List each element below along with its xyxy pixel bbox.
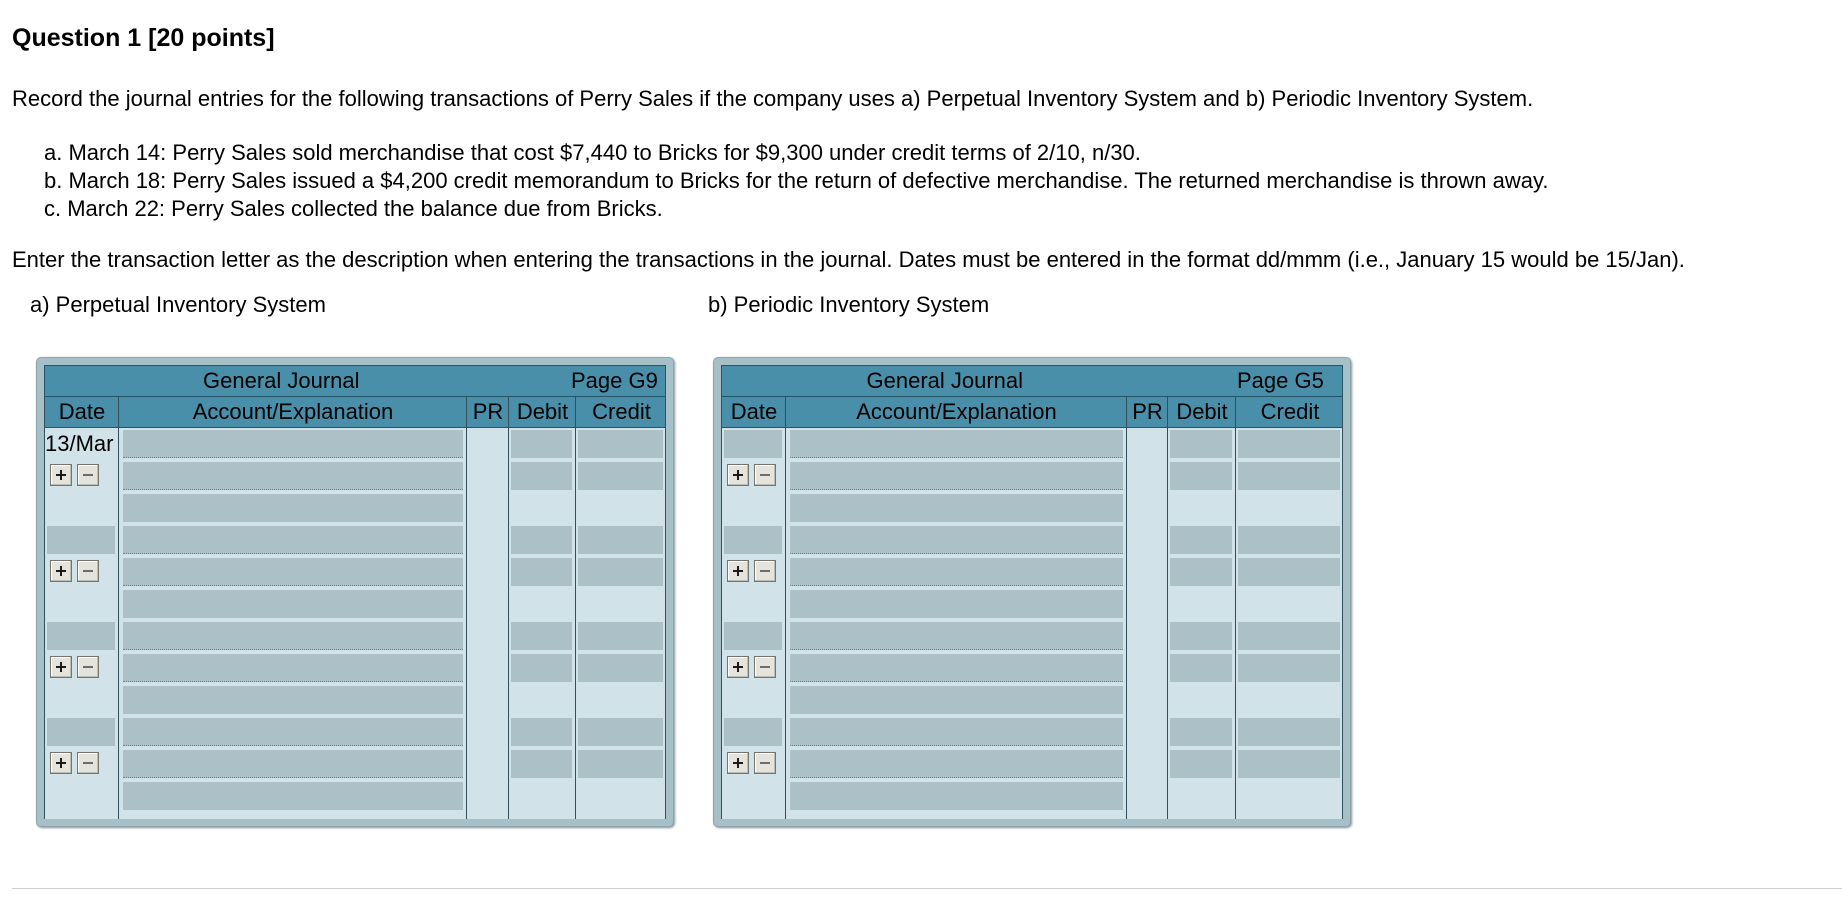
journal-row <box>721 620 1343 652</box>
credit-input[interactable] <box>578 558 663 586</box>
col-header-pr: PR <box>1132 399 1163 424</box>
credit-input[interactable] <box>1238 718 1340 746</box>
row-controls <box>50 656 104 678</box>
journal-row <box>721 428 1343 460</box>
add-row-button[interactable] <box>727 656 749 678</box>
row-controls <box>727 464 781 486</box>
journal-row <box>44 588 666 620</box>
journal-page-number: Page G5 <box>1237 368 1324 393</box>
account-input[interactable] <box>790 686 1123 714</box>
account-input[interactable] <box>790 526 1123 554</box>
debit-input[interactable] <box>1170 558 1232 586</box>
debit-input[interactable] <box>1170 430 1232 458</box>
perpetual-journal <box>36 357 674 827</box>
debit-input[interactable] <box>1170 622 1232 650</box>
remove-row-button[interactable] <box>754 656 776 678</box>
account-input[interactable] <box>790 622 1123 650</box>
debit-input[interactable] <box>1170 750 1232 778</box>
journal-column-headers <box>44 396 666 428</box>
row-controls <box>727 656 781 678</box>
add-row-button[interactable] <box>50 560 72 582</box>
journal-title: General Journal <box>203 368 360 393</box>
credit-input[interactable] <box>1238 526 1340 554</box>
transaction-a: a. March 14: Perry Sales sold merchandise that cost $7,440 to Bricks for $9,300 under credit terms of 2/10, n/30. <box>44 140 1141 165</box>
row-controls <box>50 464 104 486</box>
journal-row <box>721 748 1343 780</box>
credit-input[interactable] <box>578 462 663 490</box>
debit-input[interactable] <box>1170 526 1232 554</box>
instructions: Enter the transaction letter as the description when entering the transactions in the journal. Dates must be entered in the format dd/mmm (i.e., January 15 would be 15/Jan). <box>12 247 1685 272</box>
credit-input[interactable] <box>578 718 663 746</box>
credit-input[interactable] <box>1238 430 1340 458</box>
account-input[interactable] <box>123 526 463 554</box>
date-input[interactable] <box>47 622 115 650</box>
credit-input[interactable] <box>578 430 663 458</box>
account-input[interactable] <box>123 430 463 458</box>
journal-grid <box>44 365 666 819</box>
journal-row <box>44 556 666 588</box>
account-input[interactable] <box>123 686 463 714</box>
debit-input[interactable] <box>511 654 572 682</box>
transaction-list <box>44 139 1548 223</box>
account-input[interactable] <box>123 494 463 522</box>
journal-row <box>721 524 1343 556</box>
journal-row <box>44 748 666 780</box>
account-input[interactable] <box>790 462 1123 490</box>
credit-input[interactable] <box>578 526 663 554</box>
credit-input[interactable] <box>1238 622 1340 650</box>
journal-row <box>721 588 1343 620</box>
journal-row <box>721 460 1343 492</box>
journal-title-bar <box>44 365 666 397</box>
account-input[interactable] <box>790 750 1123 778</box>
date-input[interactable] <box>47 718 115 746</box>
remove-row-button[interactable] <box>77 464 99 486</box>
account-input[interactable] <box>123 558 463 586</box>
remove-row-button[interactable] <box>754 752 776 774</box>
account-input[interactable] <box>123 782 463 810</box>
journal-row <box>44 492 666 524</box>
col-header-debit: Debit <box>1176 399 1228 424</box>
col-header-credit: Credit <box>1260 399 1320 424</box>
add-row-button[interactable] <box>727 560 749 582</box>
credit-input[interactable] <box>1238 558 1340 586</box>
journal-row <box>721 780 1343 812</box>
credit-input[interactable] <box>578 622 663 650</box>
journal-row <box>721 716 1343 748</box>
transaction-c: c. March 22: Perry Sales collected the balance due from Bricks. <box>44 196 663 221</box>
journal-page-number: Page G9 <box>571 368 658 393</box>
debit-input[interactable] <box>1170 462 1232 490</box>
account-input[interactable] <box>790 782 1123 810</box>
journal-row <box>44 780 666 812</box>
credit-input[interactable] <box>1238 750 1340 778</box>
account-input[interactable] <box>790 590 1123 618</box>
account-input[interactable] <box>790 430 1123 458</box>
journal-row <box>721 652 1343 684</box>
periodic-journal <box>713 357 1351 827</box>
credit-input[interactable] <box>578 750 663 778</box>
add-row-button[interactable] <box>50 656 72 678</box>
journal-row <box>44 460 666 492</box>
remove-row-button[interactable] <box>754 464 776 486</box>
account-input[interactable] <box>123 654 463 682</box>
col-header-account: Account/Explanation <box>192 399 394 424</box>
perpetual-section-label: a) Perpetual Inventory System <box>30 292 326 317</box>
date-input[interactable] <box>724 526 782 554</box>
remove-row-button[interactable] <box>77 656 99 678</box>
question-title: Question 1 [20 points] <box>12 24 275 52</box>
account-input[interactable] <box>123 718 463 746</box>
journal-row <box>44 684 666 716</box>
journal-row <box>721 492 1343 524</box>
col-header-date: Date <box>58 399 106 424</box>
row-controls <box>50 752 104 774</box>
debit-input[interactable] <box>1170 654 1232 682</box>
credit-input[interactable] <box>578 654 663 682</box>
row-controls <box>727 560 781 582</box>
remove-row-button[interactable] <box>754 560 776 582</box>
col-header-date: Date <box>730 399 778 424</box>
remove-row-button[interactable] <box>77 560 99 582</box>
journal-title: General Journal <box>866 368 1024 393</box>
add-row-button[interactable] <box>50 464 72 486</box>
debit-input[interactable] <box>511 526 572 554</box>
account-input[interactable] <box>123 622 463 650</box>
credit-input[interactable] <box>1238 654 1340 682</box>
transaction-b: b. March 18: Perry Sales issued a $4,200 credit memorandum to Bricks for the return of defective merchandise. The returned merchandise is thrown away. <box>44 168 1549 193</box>
journal-column-headers <box>721 396 1343 428</box>
journal-row <box>44 652 666 684</box>
row-controls <box>50 560 104 582</box>
add-row-button[interactable] <box>50 752 72 774</box>
account-input[interactable] <box>790 654 1123 682</box>
journal-row <box>44 620 666 652</box>
journal-row <box>721 556 1343 588</box>
row-controls <box>727 752 781 774</box>
date-value[interactable]: 13/Mar <box>45 431 114 456</box>
journal-grid <box>721 365 1343 819</box>
debit-input[interactable] <box>511 462 572 490</box>
journal-row <box>44 524 666 556</box>
debit-input[interactable] <box>511 750 572 778</box>
debit-input[interactable] <box>1170 718 1232 746</box>
col-header-pr: PR <box>472 399 504 424</box>
credit-input[interactable] <box>1238 462 1340 490</box>
date-input[interactable] <box>47 526 115 554</box>
add-row-button[interactable] <box>727 464 749 486</box>
col-header-credit: Credit <box>592 399 651 424</box>
periodic-section-label: b) Periodic Inventory System <box>708 292 990 317</box>
question-intro: Record the journal entries for the following transactions of Perry Sales if the company uses a) Perpetual Inventory System and b) Periodic Inventory System. <box>12 86 1534 111</box>
add-row-button[interactable] <box>727 752 749 774</box>
debit-input[interactable] <box>511 558 572 586</box>
account-input[interactable] <box>790 558 1123 586</box>
date-input[interactable] <box>724 718 782 746</box>
journal-row <box>44 716 666 748</box>
account-input[interactable] <box>123 590 463 618</box>
account-input[interactable] <box>123 462 463 490</box>
journal-row <box>721 684 1343 716</box>
debit-input[interactable] <box>511 430 572 458</box>
debit-input[interactable] <box>511 718 572 746</box>
debit-input[interactable] <box>511 622 572 650</box>
col-header-account: Account/Explanation <box>856 399 1057 424</box>
journal-row <box>44 428 666 460</box>
remove-row-button[interactable] <box>77 752 99 774</box>
col-header-debit: Debit <box>516 399 569 424</box>
journal-title-bar <box>721 365 1343 397</box>
divider <box>12 888 1842 889</box>
account-input[interactable] <box>790 718 1123 746</box>
account-input[interactable] <box>123 750 463 778</box>
account-input[interactable] <box>790 494 1123 522</box>
date-input[interactable] <box>724 622 782 650</box>
date-input[interactable] <box>724 430 782 458</box>
